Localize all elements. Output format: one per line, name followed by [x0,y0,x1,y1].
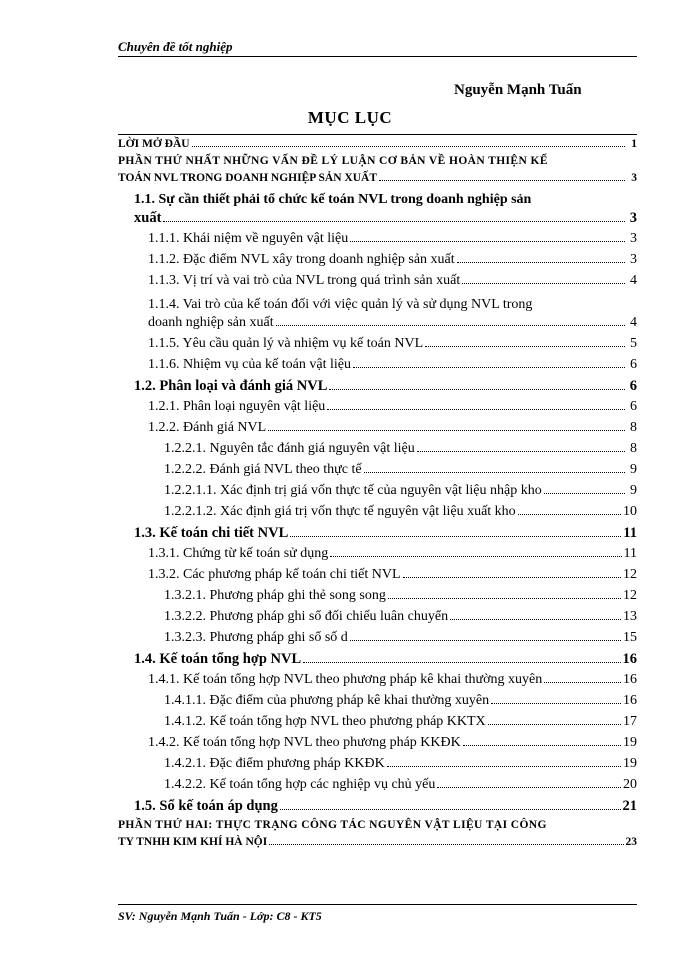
toc-page-number: 3 [630,231,637,246]
toc-entry-title: 1.1.6. Nhiệm vụ của kế toán vật liệu [148,357,351,372]
toc-entry-title: 1.2.2.2. Đánh giá NVL theo thực tế [164,462,362,477]
leader-dots [544,493,625,494]
toc-page-number: 6 [629,378,637,394]
toc-entry-1-3-2-3[interactable] [118,630,637,651]
leader-dots [387,766,621,767]
leader-dots [350,640,621,641]
toc-entry-1-3-2-1[interactable] [118,588,637,609]
toc-entry-title: 1.4.1.1. Đặc điểm của phương pháp kê khai thường xuyên [164,693,490,708]
toc-entry-1-1-6[interactable] [118,357,637,378]
toc-page-number: 6 [630,357,637,372]
leader-dots [280,809,621,810]
toc-entry-1-5[interactable] [118,798,637,819]
toc-entry-title: 1.2.2.1.1. Xác định trị giá vốn thực tế của nguyên vật liệu nhập kho [164,483,542,498]
toc-divider [118,134,637,135]
leader-dots [450,619,621,620]
toc-entry-title: doanh nghiệp sản xuất [148,315,274,330]
toc-entry-title: 1.2.1. Phân loại nguyên vật liệu [148,399,326,414]
leader-dots [303,662,620,663]
toc-page-number: 11 [623,546,637,561]
toc-entry-1-4-1[interactable] [118,672,637,693]
leader-dots [268,430,625,431]
toc-page-number: 16 [622,651,637,667]
toc-page-number: 19 [623,735,637,750]
toc-entry-title: 1.4.2. Kế toán tổng hợp NVL theo phương pháp KKĐK [148,735,461,750]
toc-page-number: 4 [630,315,637,330]
leader-dots [425,346,625,347]
toc-entry-1-3-2[interactable] [118,567,637,588]
leader-dots [163,221,625,222]
toc-entry-title: 1.4.1. Kế toán tổng hợp NVL theo phương pháp kê khai thường xuyên [148,672,543,687]
leader-dots [462,283,625,284]
toc-entry-title: 1.3.2.1. Phương pháp ghi thẻ song song [164,588,386,603]
toc-entry-1-3-2-2[interactable] [118,609,637,630]
toc-entry-title: 1.4.2.2. Kế toán tổng hợp các nghiệp vụ chủ yếu [164,777,436,792]
leader-dots [290,536,621,537]
toc-entry-title: 1.2.2. Đánh giá NVL [148,420,267,435]
leader-dots [192,146,625,147]
toc-entry-title: 1.4.2.1. Đặc điểm phương pháp KKĐK [164,756,385,771]
toc-section-1-1-4-line1[interactable]: 1.1.4. Vai trò của kế toán đối với việc quản lý và sử dụng NVL trong [148,297,533,312]
leader-dots [544,682,621,683]
toc-page-number: 21 [622,798,637,814]
toc-entry-title: TY TNHH KIM KHÍ HÀ NỘI [118,836,268,848]
toc-page-number: 23 [625,836,637,848]
toc-entry-title: 1.3.2. Các phương pháp kế toán chi tiết NVL [148,567,401,582]
page-footer: SV: Nguyễn Mạnh Tuấn - Lớp: C8 - KT5 [118,904,637,924]
toc-entry-title: 1.1.5. Yêu cầu quản lý và nhiệm vụ kế toán NVL [148,336,424,351]
leader-dots [353,367,625,368]
toc-entry-title: 1.1.3. Vị trí và vai trò của NVL trong quá trình sản xuất [148,273,461,288]
leader-dots [329,389,625,390]
leader-dots [379,180,625,181]
toc-page-number: 3 [631,172,637,184]
toc-entry-title: 1.3.2.3. Phương pháp ghi sổ số d [164,630,348,645]
toc-page-number: 13 [623,609,637,624]
toc-entry-1-4-2-2[interactable] [118,777,637,798]
table-of-contents [118,138,637,853]
toc-page-number: 8 [630,420,637,435]
toc-section-1-1-line1[interactable]: 1.1. Sự cần thiết phải tổ chức kế toán NVL trong doanh nghiệp sản [134,192,532,207]
toc-entry-title: 1.3.2.2. Phương pháp ghi sổ đối chiếu luân chuyển [164,609,449,624]
toc-page-number: 16 [623,693,637,708]
toc-page-number: 9 [630,483,637,498]
toc-entry-title: 1.2. Phân loại và đánh giá NVL [134,378,328,394]
toc-entry-1-1-2[interactable] [118,252,637,273]
leader-dots [457,262,625,263]
toc-page-number: 10 [623,504,637,519]
toc-entry-1-1[interactable] [118,210,637,231]
toc-entry-title: TOÁN NVL TRONG DOANH NGHIỆP SẢN XUẤT [118,172,378,184]
toc-page-number: 12 [623,588,637,603]
leader-dots [388,598,621,599]
toc-page-number: 17 [623,714,637,729]
toc-entry-1-1-5[interactable] [118,336,637,357]
toc-page-number: 8 [630,441,637,456]
toc-entry-1-3[interactable] [118,525,637,546]
toc-page-number: 3 [630,252,637,267]
toc-page-number: 20 [623,777,637,792]
toc-page-number: 19 [623,756,637,771]
toc-entry-1-4[interactable] [118,651,637,672]
toc-page-number: 11 [623,525,637,541]
toc-page-number: 6 [630,399,637,414]
toc-page-number: 4 [630,273,637,288]
toc-entry-1-2-2-1[interactable] [118,441,637,462]
leader-dots [269,844,623,845]
toc-page-number: 5 [630,336,637,351]
toc-entry-title: 1.2.2.1.2. Xác định giá trị vốn thực tế nguyên vật liệu xuất kho [164,504,516,519]
toc-entry-1-2-1[interactable] [118,399,637,420]
page-header: Chuyên đề tốt nghiệp [118,40,637,57]
toc-page-number: 16 [623,672,637,687]
toc-entry-1-3-1[interactable] [118,546,637,567]
toc-entry-intro[interactable] [118,138,637,155]
leader-dots [518,514,621,515]
toc-entry-title: LỜI MỞ ĐẦU [118,138,190,150]
leader-dots [437,787,621,788]
leader-dots [364,472,625,473]
author-name: Nguyễn Mạnh Tuấn [454,82,582,98]
toc-part1-line1[interactable]: PHẦN THỨ NHẤT NHỮNG VẤN ĐỀ LÝ LUẬN CƠ BẢN VỀ HOÀN THIỆN KẾ [118,155,548,167]
leader-dots [327,409,625,410]
toc-entry-1-1-3[interactable] [118,273,637,294]
toc-entry-1-4-2-1[interactable] [118,756,637,777]
toc-entry-1-4-1-2[interactable] [118,714,637,735]
toc-entry-title: 1.1.2. Đặc điểm NVL xây trong doanh nghiệp sản xuất [148,252,455,267]
leader-dots [350,241,625,242]
toc-entry-1-1-1[interactable] [118,231,637,252]
toc-entry-1-2[interactable] [118,378,637,399]
toc-entry-part2[interactable] [118,836,637,853]
leader-dots [488,724,621,725]
toc-entry-title: 1.3. Kế toán chi tiết NVL [134,525,289,541]
leader-dots [491,703,621,704]
toc-entry-title: 1.4. Kế toán tổng hợp NVL [134,651,302,667]
toc-entry-1-2-2-1-2[interactable] [118,504,637,525]
toc-entry-part1[interactable] [118,172,637,189]
toc-entry-1-2-2-2[interactable] [118,462,637,483]
toc-title: MỤC LỤC [307,108,393,127]
toc-part2-line1[interactable]: PHẦN THỨ HAI: THỰC TRẠNG CÔNG TÁC NGUYÊN VẬT LIỆU TẠI CÔNG [118,819,547,831]
toc-entry-title: 1.5. Sổ kế toán áp dụng [134,798,278,814]
toc-entry-title: 1.2.2.1. Nguyên tắc đánh giá nguyên vật liệu [164,441,415,456]
leader-dots [330,556,621,557]
toc-entry-1-4-2[interactable] [118,735,637,756]
leader-dots [417,451,625,452]
toc-page-number: 9 [630,462,637,477]
toc-page-number: 3 [629,210,637,226]
leader-dots [276,325,625,326]
leader-dots [463,745,621,746]
toc-page-number: 1 [631,138,637,150]
toc-entry-title: 1.1.1. Khái niệm về nguyên vật liệu [148,231,349,246]
toc-entry-1-2-2-1-1[interactable] [118,483,637,504]
toc-entry-title: xuất [134,210,162,226]
toc-entry-title: 1.3.1. Chứng từ kế toán sử dụng [148,546,329,561]
toc-entry-1-2-2[interactable] [118,420,637,441]
toc-page-number: 12 [623,567,637,582]
leader-dots [403,577,621,578]
toc-page-number: 15 [623,630,637,645]
toc-entry-1-1-4[interactable] [118,315,637,336]
toc-entry-title: 1.4.1.2. Kế toán tổng hợp NVL theo phương pháp KKTX [164,714,486,729]
toc-entry-1-4-1-1[interactable] [118,693,637,714]
